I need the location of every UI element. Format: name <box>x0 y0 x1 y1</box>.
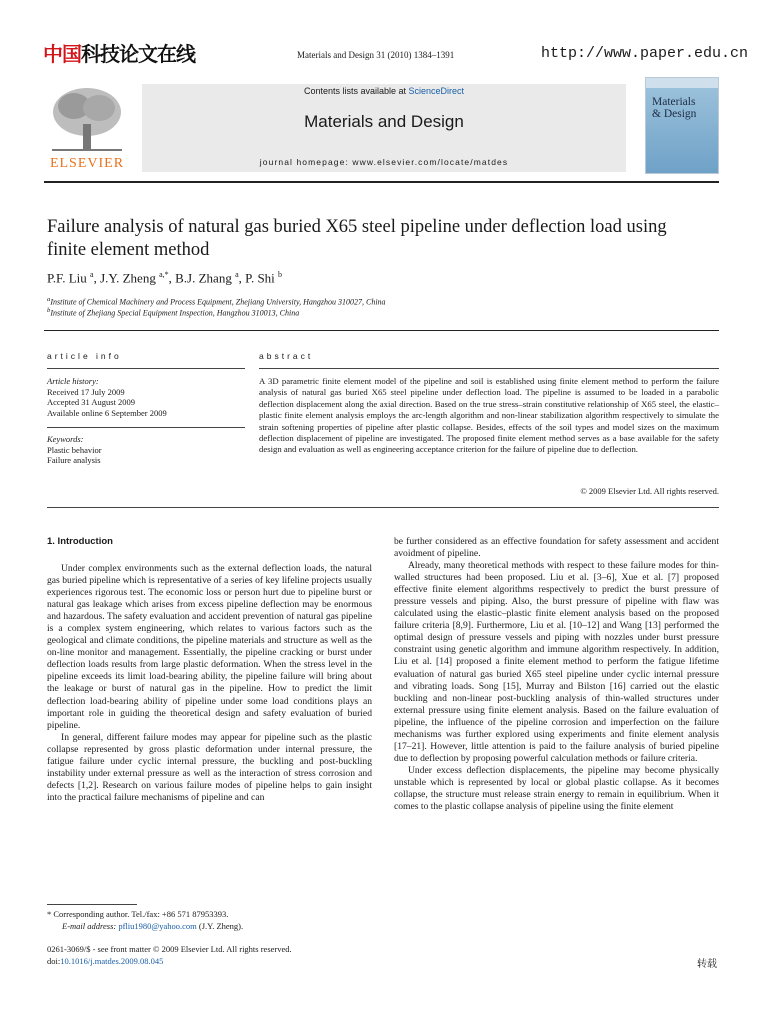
article-history: Article history: Received 17 July 2009 Accepted 31 August 2009 Available online 6 September 2009 <box>47 376 167 418</box>
header-divider <box>44 181 719 183</box>
tree-icon <box>44 84 130 154</box>
journal-homepage[interactable]: journal homepage: www.elsevier.com/locate/matdes <box>259 157 509 167</box>
section-heading: 1. Introduction <box>47 536 113 547</box>
body-column-left <box>47 563 372 804</box>
author: B.J. Zhang <box>175 270 232 286</box>
keyword: Plastic behavior <box>47 444 102 455</box>
cover-band <box>646 78 718 88</box>
doi-link[interactable]: 10.1016/j.matdes.2009.08.045 <box>60 955 164 966</box>
email-link[interactable]: pfliu1980@yahoo.com <box>118 920 197 931</box>
paragraph: In general, different failure modes may appear for pipeline such as the plastic collapse represented by gross plastic deformation under internal pressure, the fatigue failure under cyclic internal pressure, the buckling and post-buckling instability under external pressure as well as the interaction of stress corrosion and defects [1,2]. Research on various failure modes of pipeline helps to gain insight into the practical failure mechanisms of pipeline and can <box>47 731 372 803</box>
paragraph: Already, many theoretical methods with respect to these failure modes for thin-walled structures had been proposed. Liu et al. [3–6], Xue et al. [7] proposed effective finite element algorithms respectively to predict the burst pressure of pressure vessels and piping. Also, the burst pressure of pipeline with flaw was calculated using the elastic–plastic finite element analysis based on the proposed failure criteria [8,9]. Furthermore, Liu et al. [10–12] and Wang [13] performed the optimal design of pressure vessels and piping with nozzles under burst pressure constraint using genetic algorithm and immune algorithm respectively. In addition, Liu et al. [14] proposed a finite element method to perform the fatigue lifetime evaluation of natural gas buried X65 steel pipeline under cyclic internal pressure and vibrating loads. Song [15], Murray and Bilston [16] carried out the elastic buckling and non-linear post-buckling analysis of thin-walled structures under external pressure using finite element analysis. Based on the failure evaluation of pipeline, the influence of the pipeline corrosion and imperfection on the failure mechanisms was further explored using experiments and finite element analysis [17–21]. However, little attention is paid to the failure analysis of buried pipeline due to deflection by proposing powerful calculation methods or failure criteria. <box>394 560 719 764</box>
keywords: Keywords: Plastic behavior Failure analysis <box>47 434 102 465</box>
article-info-heading: article info <box>47 351 122 361</box>
footnote: * Corresponding author. Tel./fax: +86 571 87953393. E-mail address: pfliu1980@yahoo.com (J.Y. Zheng). <box>47 909 244 931</box>
abstract-text: A 3D parametric finite element model of the pipeline and soil is established using finite element method to perform the failure analysis of natural gas buried X65 steel pipeline under deflection load. The pipeline is assumed to be loaded in a parabolic deflection displacement along the axial direction. Based on the true stress–strain constitutive relationship of X65 steel, the elastic–plastic finite element analysis employs the arc-length algorithm and non-linear stabilization algorithm respectively to simulate the strain softening properties of pipeline after plastic collapse. Besides, effects of the soil types and model sizes on the maximum deflection displacement of pipeline are investigated. The proposed finite element method serves as a base available for the safety design and evaluation as well as engineering acceptance criterion for the failure of pipeline due to deflection. <box>259 376 719 455</box>
site-url[interactable]: http://www.paper.edu.cn <box>541 45 749 62</box>
contents-line: Contents lists available at ScienceDirect <box>303 86 465 96</box>
cn-paper-logo: 中国科技论文在线 <box>43 42 195 66</box>
cover-title: Materials & Design <box>652 96 697 120</box>
elsevier-wordmark: ELSEVIER <box>49 156 125 171</box>
sciencedirect-link[interactable]: ScienceDirect <box>408 86 465 96</box>
affiliation: $^a$Institute of Chemical Machinery and Process Equipment, Zhejiang University, Hangzhou 310027, China <box>47 296 386 307</box>
affiliation: $^b$Institute of Zhejiang Special Equipment Inspection, Hangzhou 310013, China <box>47 307 300 318</box>
corresponding-author: * Corresponding author. Tel./fax: +86 571 87953393. <box>47 909 229 919</box>
paper-title: Failure analysis of natural gas buried X65 steel pipeline under deflection load using finite element method <box>47 217 667 260</box>
body-column-right <box>394 536 719 813</box>
paragraph: Under complex environments such as the external deflection loads, the natural gas buried pipeline which is representative of a series of key lifeline projects usually experiences rigorous test. The economic loss or person hurt due to pipeline burst or natural gas leakage which arises from excess pipeline deflection may be enormous and hazardous. The safety evaluation and accident prevention of natural gas pipeline is a complex system engineering, which relates to various factors such as the geological and climate conditions, the pipeline materials and structure as well as the on-line monitor and management. Essentially, the pipeline cracking or burst under deflection loads results from large plastic deformation. When the stress level in the pipeline exceeds its limit load-bearing ability, the pipeline failure will bring about the leakage or burst of natural gas in the pipeline. How to predict the limit deflection load-bearing ability of pipeline under some load conditions plays an important role in guiding the theoretical design and safety evaluation of buried pipeline. <box>47 563 372 731</box>
author: P.F. Liu <box>47 270 87 286</box>
elsevier-logo <box>44 84 130 172</box>
footnote-rule <box>47 904 137 905</box>
abstract-rule <box>259 368 719 369</box>
abstract-heading: abstract <box>259 351 314 361</box>
front-matter: 0261-3069/$ - see front matter © 2009 Elsevier Ltd. All rights reserved. doi:10.1016/j.matdes.2009.08.045 <box>47 944 292 966</box>
article-info-rule <box>47 368 245 369</box>
title-divider <box>44 330 719 331</box>
abstract-divider <box>47 507 719 508</box>
author: P. Shi <box>245 270 275 286</box>
copyright: © 2009 Elsevier Ltd. All rights reserved. <box>580 486 719 496</box>
journal-cover <box>645 77 719 174</box>
journal-title: Materials and Design <box>304 112 464 131</box>
author-list: P.F. Liu $^a$, J.Y. Zheng $^{a,*}$, B.J. Zhang $^a$, P. Shi $^b$ <box>47 270 283 286</box>
paragraph: Under excess deflection displacements, the pipeline may become physically unstable which is represented by local or global plastic collapse. As it becomes collapse, the structure must release strain energy to remain in equilibrium. When it comes to the plastic collapse analysis of pipeline using the finite element <box>394 764 719 813</box>
keywords-rule <box>47 427 245 428</box>
journal-citation: Materials and Design 31 (2010) 1384–1391 <box>297 50 455 60</box>
paragraph: be further considered as an effective foundation for safety assessment and accident avoidment of pipeline. <box>394 536 719 560</box>
author: J.Y. Zheng <box>100 270 156 286</box>
keyword: Failure analysis <box>47 455 101 465</box>
repost-stamp: 转载 <box>697 959 717 970</box>
